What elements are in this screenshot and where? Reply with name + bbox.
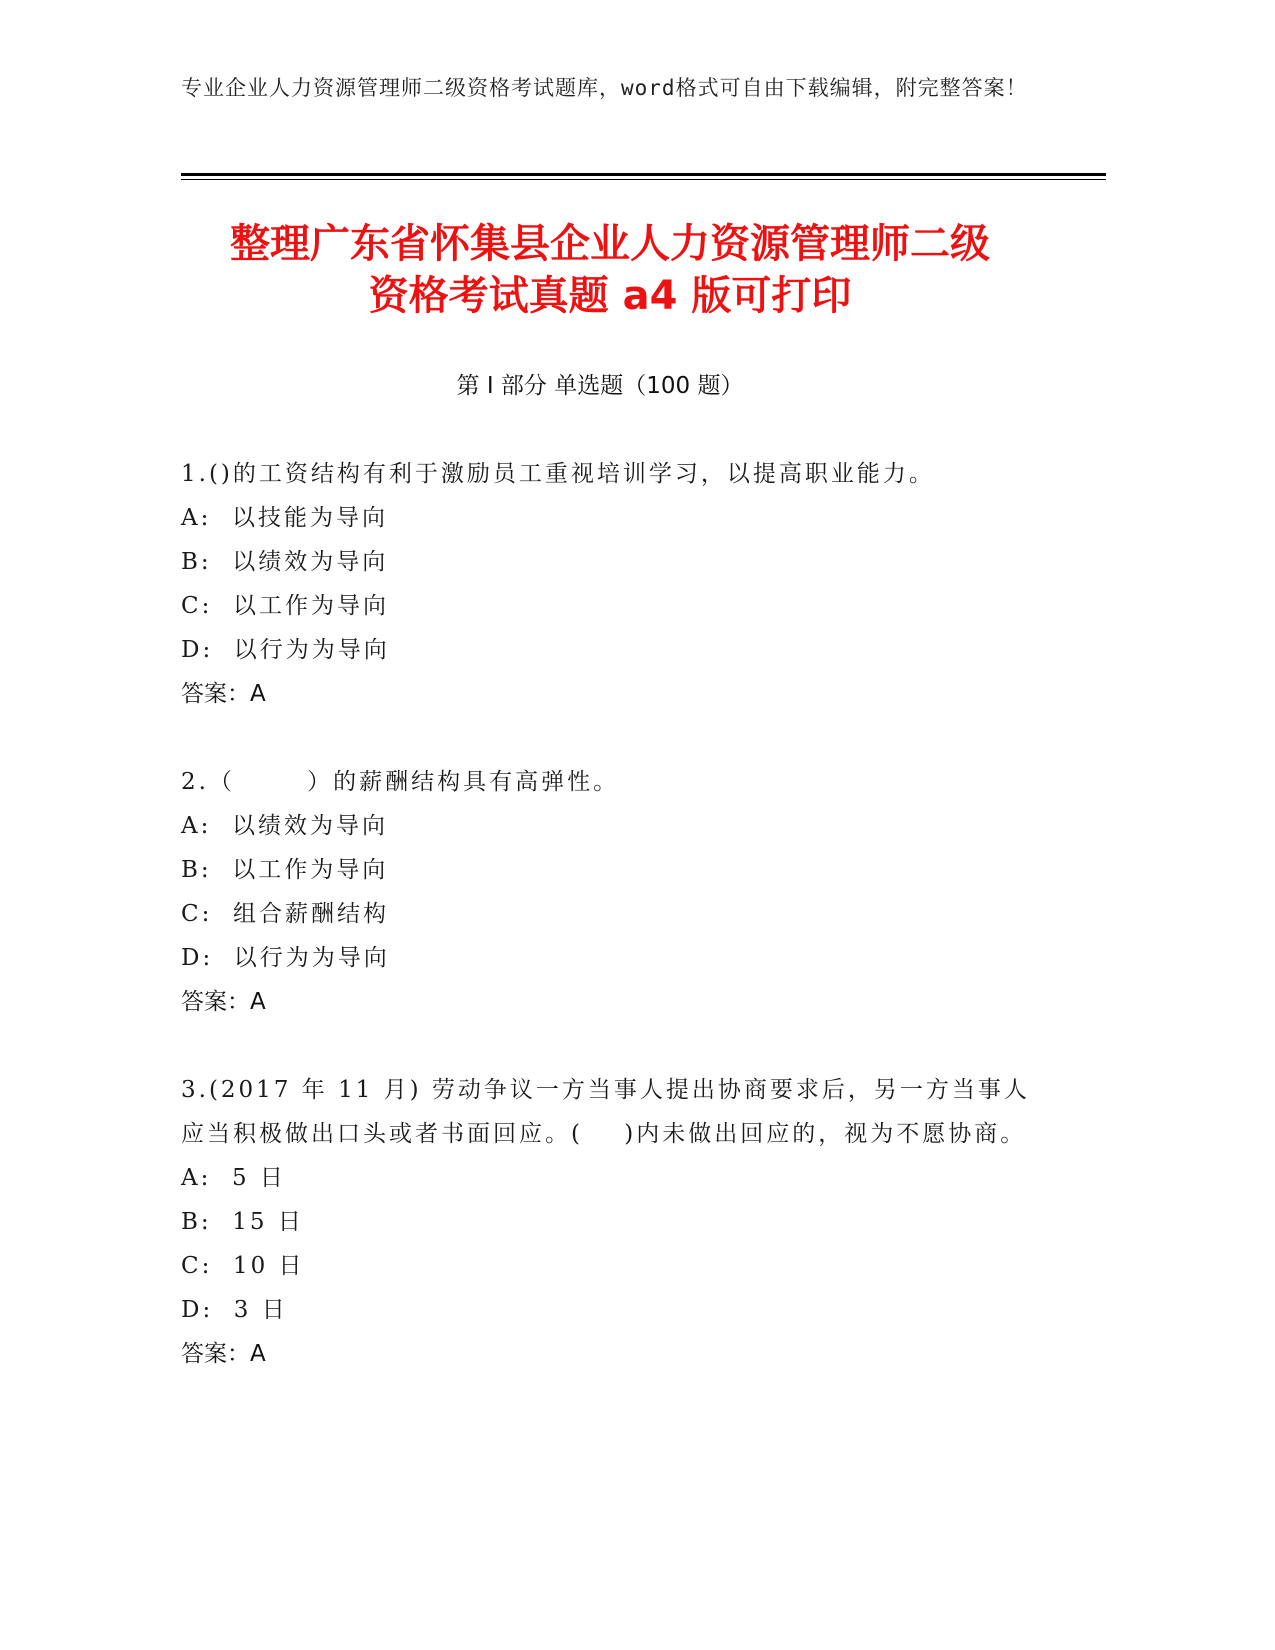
answer: 答案：A	[181, 681, 266, 707]
document-title	[170, 218, 1050, 322]
option-b: B: 以绩效为导向	[181, 549, 389, 575]
question-1	[181, 452, 1041, 716]
title-line-1: 整理广东省怀集县企业人力资源管理师二级	[230, 221, 990, 267]
option-c: C: 以工作为导向	[181, 593, 389, 619]
option-d: D: 以行为为导向	[181, 637, 390, 663]
question-stem: 2.（ ）的薪酬结构具有高弹性。	[181, 769, 620, 795]
option-c: C: 组合薪酬结构	[181, 901, 389, 927]
title-line-2: 资格考试真题 a4 版可打印	[368, 273, 852, 319]
option-b: B: 15 日	[181, 1209, 304, 1235]
answer: 答案：A	[181, 1341, 266, 1367]
header-note: 专业企业人力资源管理师二级资格考试题库，word格式可自由下载编辑，附完整答案！	[181, 76, 1028, 100]
answer: 答案：A	[181, 989, 266, 1015]
question-2	[181, 760, 1041, 1024]
option-c: C: 10 日	[181, 1253, 305, 1279]
option-b: B: 以工作为导向	[181, 857, 389, 883]
question-list	[181, 452, 1041, 1420]
option-a: A: 以技能为导向	[181, 505, 388, 531]
option-d: D: 以行为为导向	[181, 945, 390, 971]
option-a: A: 以绩效为导向	[181, 813, 388, 839]
question-stem: 1.()的工资结构有利于激励员工重视培训学习，以提高职业能力。	[181, 461, 935, 487]
option-a: A: 5 日	[181, 1165, 286, 1191]
header-divider-thick	[181, 173, 1106, 176]
option-d: D: 3 日	[181, 1297, 288, 1323]
question-3	[181, 1068, 1041, 1376]
section-heading: 第 I 部分 单选题（100 题）	[456, 373, 744, 399]
question-stem: 3.(2017 年 11 月) 劳动争议一方当事人提出协商要求后，另一方当事人应当积极做出口头或者书面回应。( )内未做出回应的，视为不愿协商。	[181, 1077, 1030, 1147]
header-divider-thin	[181, 179, 1106, 180]
